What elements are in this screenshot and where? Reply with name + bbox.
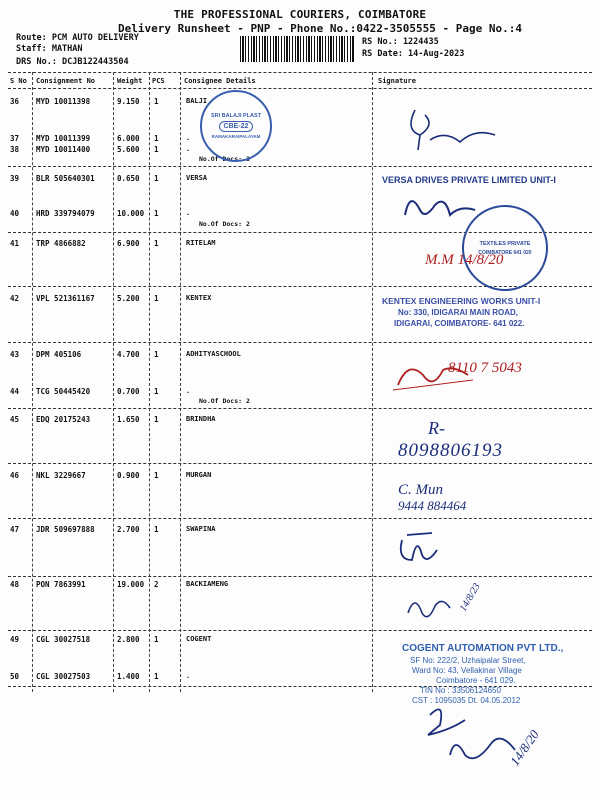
col-divider	[180, 72, 181, 692]
kentex-stamp-line3: IDIGARAI, COIMBATORE- 641 022.	[394, 319, 525, 328]
row-36-weight: 9.150	[117, 97, 140, 106]
row-41-sno: 41	[10, 239, 20, 248]
row-42-consignee: KENTEX	[186, 294, 212, 302]
row-50-pcs: 1	[154, 672, 159, 681]
col-consignment: Consignment No	[36, 77, 96, 85]
signature-47	[392, 525, 452, 570]
row-40-sno: 40	[10, 209, 20, 218]
signature-48-date: 14/8/23	[457, 581, 483, 614]
row-39-sno: 39	[10, 174, 20, 183]
row-divider	[8, 166, 592, 167]
row-37-consignee: .	[186, 134, 191, 142]
col-divider	[372, 72, 373, 692]
row-40-consignee: .	[186, 209, 191, 217]
row-42-consignment: VPL 521361167	[36, 294, 95, 303]
barcode	[240, 36, 354, 62]
row-50-weight: 1.400	[117, 672, 140, 681]
row-44-sno: 44	[10, 387, 20, 396]
row-38-docs: No.Of Docs: 3	[199, 155, 250, 163]
row-48-consignment: PON 7863991	[36, 580, 86, 589]
row-47-pcs: 1	[154, 525, 159, 534]
row-44-pcs: 1	[154, 387, 159, 396]
row-42-pcs: 1	[154, 294, 159, 303]
signature-46: C. Mun	[398, 482, 443, 498]
row-46-pcs: 1	[154, 471, 159, 480]
row-43-consignment: DPM 405106	[36, 350, 82, 359]
row-49-weight: 2.800	[117, 635, 140, 644]
row-46-weight: 0.900	[117, 471, 140, 480]
signature-45: R-	[428, 418, 445, 438]
kentex-stamp-line1: KENTEX ENGINEERING WORKS UNIT-I	[382, 296, 541, 306]
row-43-weight: 4.700	[117, 350, 140, 359]
row-42-sno: 42	[10, 294, 20, 303]
header-divider	[8, 72, 592, 73]
textiles-stamp: TEXTILES PRIVATE COIMBATORE 641 020	[462, 205, 548, 291]
row-37-weight: 6.000	[117, 134, 140, 143]
row-40-weight: 10.000	[117, 209, 145, 218]
row-43-consignee: ADHITYASCHOOL	[186, 350, 241, 358]
row-49-sno: 49	[10, 635, 20, 644]
drs-number: DRS No.: DCJB122443504	[16, 57, 129, 67]
row-36-consignee: BALJI	[186, 97, 208, 105]
cogent-stamp-line5: TIN No : 33506124650	[420, 686, 501, 695]
row-45-weight: 1.650	[117, 415, 140, 424]
row-37-pcs: 1	[154, 134, 159, 143]
col-divider	[149, 72, 150, 692]
row-39-weight: 0.650	[117, 174, 140, 183]
row-38-consignee: .	[186, 145, 191, 153]
row-37-consignment: MYD 10011399	[36, 134, 91, 143]
col-signature: Signature	[378, 77, 416, 85]
balaji-stamp: SRI BALAJI PLAST CBE-22 RAMAKARAIPALAYAM	[200, 90, 272, 162]
rs-number: RS No.: 1224435	[362, 37, 439, 47]
row-40-consignment: HRD 339794079	[36, 209, 95, 218]
row-divider	[8, 518, 592, 519]
row-47-sno: 47	[10, 525, 20, 534]
cogent-stamp-line6: CST : 1095035 Dt. 04.05.2012	[412, 696, 521, 705]
row-41-consignment: TRP 4866882	[36, 239, 86, 248]
row-divider	[8, 686, 592, 687]
col-divider	[113, 72, 114, 692]
row-46-sno: 46	[10, 471, 20, 480]
row-41-pcs: 1	[154, 239, 159, 248]
signature-48	[400, 588, 460, 628]
row-46-consignment: NKL 3229667	[36, 471, 86, 480]
row-49-pcs: 1	[154, 635, 159, 644]
row-36-consignment: MYD 10011398	[36, 97, 91, 106]
row-39-pcs: 1	[154, 174, 159, 183]
row-40-pcs: 1	[154, 209, 159, 218]
row-39-consignee: VERSA	[186, 174, 208, 182]
signature-46-phone: 9444 884464	[398, 498, 467, 513]
row-38-weight: 5.600	[117, 145, 140, 154]
col-sno: S No	[10, 77, 27, 85]
row-43-sno: 43	[10, 350, 20, 359]
row-divider	[8, 88, 592, 89]
row-38-sno: 38	[10, 145, 20, 154]
row-41-consignee: RITELAM	[186, 239, 216, 247]
row-45-pcs: 1	[154, 415, 159, 424]
kentex-stamp-line2: No: 330, IDIGARAI MAIN ROAD,	[398, 308, 519, 317]
cogent-stamp-line3: Ward No: 43, Vellakinar Village	[412, 666, 522, 675]
row-46-consignee: MURGAN	[186, 471, 212, 479]
signature-45-phone: 8098806193	[398, 440, 503, 461]
signature-50-date: 14/8/20	[506, 727, 542, 769]
row-47-consignee: SWAPINA	[186, 525, 216, 533]
row-41-weight: 6.900	[117, 239, 140, 248]
signature-41: M.M 14/8/20	[425, 252, 504, 268]
row-49-consignee: COGENT	[186, 635, 212, 643]
cogent-stamp-line2: SF No: 222/2, Uzhaipalar Street,	[410, 656, 526, 665]
row-44-weight: 0.700	[117, 387, 140, 396]
row-47-weight: 2.700	[117, 525, 140, 534]
row-44-docs: No.Of Docs: 2	[199, 397, 250, 405]
signature-43-number: 8110 7 5043	[448, 360, 522, 376]
row-45-consignee: BRINDHA	[186, 415, 216, 423]
staff-label: Staff: MATHAN	[16, 44, 83, 54]
col-consignee: Consignee Details	[184, 77, 256, 85]
row-44-consignee: .	[186, 387, 191, 395]
row-36-sno: 36	[10, 97, 20, 106]
row-45-sno: 45	[10, 415, 20, 424]
row-37-sno: 37	[10, 134, 20, 143]
row-38-consignment: MYD 10011400	[36, 145, 91, 154]
row-divider	[8, 408, 592, 409]
row-divider	[8, 342, 592, 343]
row-48-weight: 19.000	[117, 580, 145, 589]
row-50-consignee: .	[186, 672, 191, 680]
row-49-consignment: CGL 30027518	[36, 635, 91, 644]
col-weight: Weight	[117, 77, 143, 85]
col-divider	[32, 72, 33, 692]
row-divider	[8, 630, 592, 631]
row-48-consignee: BACKIAMENG	[186, 580, 229, 588]
route-label: Route: PCM AUTO DELIVERY	[16, 33, 139, 43]
row-divider	[8, 463, 592, 464]
signature-36	[400, 100, 510, 160]
row-43-pcs: 1	[154, 350, 159, 359]
col-pcs: PCS	[152, 77, 165, 85]
row-39-consignment: BLR 505640301	[36, 174, 95, 183]
row-45-consignment: EDQ 20175243	[36, 415, 91, 424]
row-divider	[8, 576, 592, 577]
row-38-pcs: 1	[154, 145, 159, 154]
row-40-docs: No.Of Docs: 2	[199, 220, 250, 228]
row-48-pcs: 2	[154, 580, 159, 589]
cogent-stamp-line1: COGENT AUTOMATION PVT LTD.,	[402, 643, 564, 654]
row-48-sno: 48	[10, 580, 20, 589]
versa-stamp: VERSA DRIVES PRIVATE LIMITED UNIT-I	[382, 175, 556, 185]
row-47-consignment: JDR 509697888	[36, 525, 95, 534]
document-title: THE PROFESSIONAL COURIERS, COIMBATORE	[173, 8, 427, 21]
document-subtitle: Delivery Runsheet - PNP - Phone No.:0422-3505555 - Page No.:4	[118, 22, 522, 35]
row-42-weight: 5.200	[117, 294, 140, 303]
row-44-consignment: TCG 50445420	[36, 387, 91, 396]
row-36-pcs: 1	[154, 97, 159, 106]
row-50-consignment: CGL 30027503	[36, 672, 91, 681]
row-50-sno: 50	[10, 672, 20, 681]
rs-date: RS Date: 14-Aug-2023	[362, 49, 465, 59]
cogent-stamp-line4: Coimbatore - 641 029.	[436, 676, 516, 685]
